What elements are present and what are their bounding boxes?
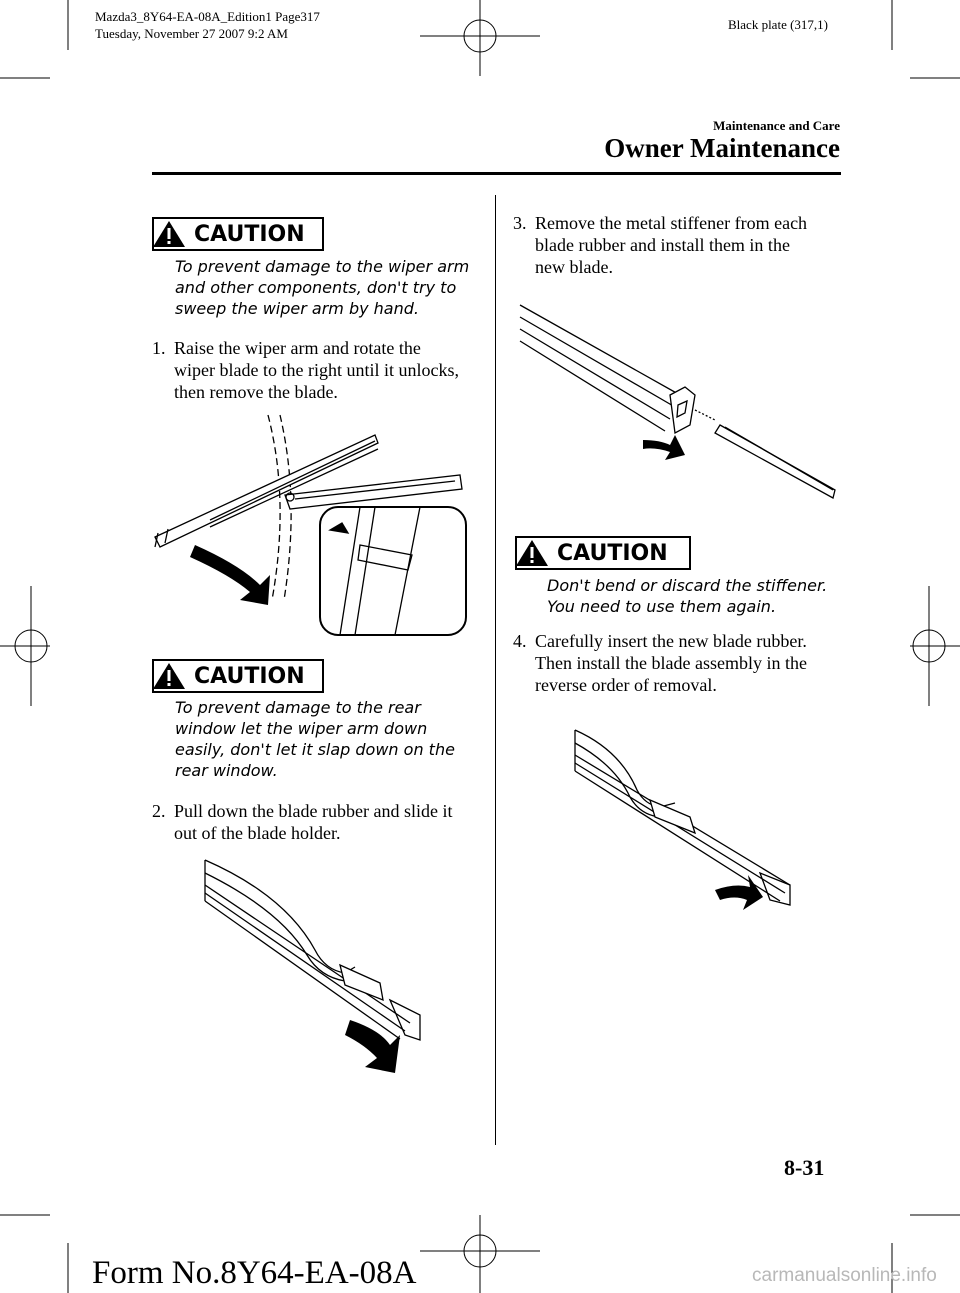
step-line: wiper blade to the right until it unlocks, bbox=[174, 360, 459, 380]
blade-rubber-removal-illustration bbox=[195, 855, 425, 1085]
caution-line: easily, don't let it slap down on the bbox=[175, 740, 455, 759]
metal-stiffener-illustration bbox=[515, 295, 840, 505]
watermark: carmanualsonline.info bbox=[752, 1265, 937, 1286]
step-4 bbox=[513, 630, 807, 696]
caution-line: rear window. bbox=[175, 761, 278, 780]
step-number: 1. bbox=[152, 338, 166, 358]
step-line: blade rubber and install them in the bbox=[535, 235, 790, 255]
warning-triangle-icon bbox=[515, 539, 549, 567]
wiper-arm-removal-illustration bbox=[150, 405, 475, 645]
step-line: Pull down the blade rubber and slide it bbox=[174, 801, 453, 821]
caution-line: window let the wiper arm down bbox=[175, 719, 428, 738]
step-line: reverse order of removal. bbox=[535, 675, 717, 695]
step-1 bbox=[152, 337, 459, 403]
step-line: Remove the metal stiffener from each bbox=[535, 213, 808, 233]
caution-label: CAUTION bbox=[194, 663, 305, 689]
step-line: Raise the wiper arm and rotate the bbox=[174, 338, 421, 358]
caution-box-2 bbox=[152, 659, 324, 693]
print-timestamp: Tuesday, November 27 2007 9:2 AM bbox=[95, 26, 288, 41]
caution-line: Don't bend or discard the stiffener. bbox=[547, 576, 828, 595]
step-number: 4. bbox=[513, 631, 527, 651]
warning-triangle-icon bbox=[152, 220, 186, 248]
form-number: Form No.8Y64-EA-08A bbox=[92, 1255, 417, 1291]
page-number: 8-31 bbox=[784, 1155, 825, 1180]
caution-box-1 bbox=[152, 217, 324, 251]
caution-box-3 bbox=[515, 536, 691, 570]
step-2 bbox=[152, 800, 452, 844]
step-line: Carefully insert the new blade rubber. bbox=[535, 631, 807, 651]
caution-line: sweep the wiper arm by hand. bbox=[175, 299, 419, 318]
caution-line: To prevent damage to the rear bbox=[175, 698, 421, 717]
blade-assembly-install-illustration bbox=[565, 725, 800, 930]
caution-text-1 bbox=[175, 256, 469, 319]
step-line: Then install the blade assembly in the bbox=[535, 653, 807, 673]
step-line: new blade. bbox=[535, 257, 613, 277]
caution-label: CAUTION bbox=[194, 221, 305, 247]
warning-triangle-icon bbox=[152, 662, 186, 690]
step-3 bbox=[513, 212, 807, 278]
print-meta bbox=[95, 8, 320, 42]
column-divider bbox=[495, 195, 496, 1145]
caution-text-3 bbox=[547, 575, 827, 617]
caution-label: CAUTION bbox=[557, 540, 668, 566]
caution-line: To prevent damage to the wiper arm bbox=[175, 257, 470, 276]
header-rule bbox=[152, 172, 841, 175]
step-number: 2. bbox=[152, 801, 166, 821]
step-line: out of the blade holder. bbox=[174, 823, 341, 843]
step-line: then remove the blade. bbox=[174, 382, 338, 402]
plate-label: Black plate (317,1) bbox=[728, 17, 828, 32]
print-file: Mazda3_8Y64-EA-08A_Edition1 Page317 bbox=[95, 9, 320, 24]
step-number: 3. bbox=[513, 213, 527, 233]
caution-line: You need to use them again. bbox=[547, 597, 777, 616]
caution-text-2 bbox=[175, 697, 455, 781]
section-label: Maintenance and Care bbox=[713, 118, 840, 133]
page-title: Owner Maintenance bbox=[604, 133, 840, 163]
caution-line: and other components, don't try to bbox=[175, 278, 457, 297]
